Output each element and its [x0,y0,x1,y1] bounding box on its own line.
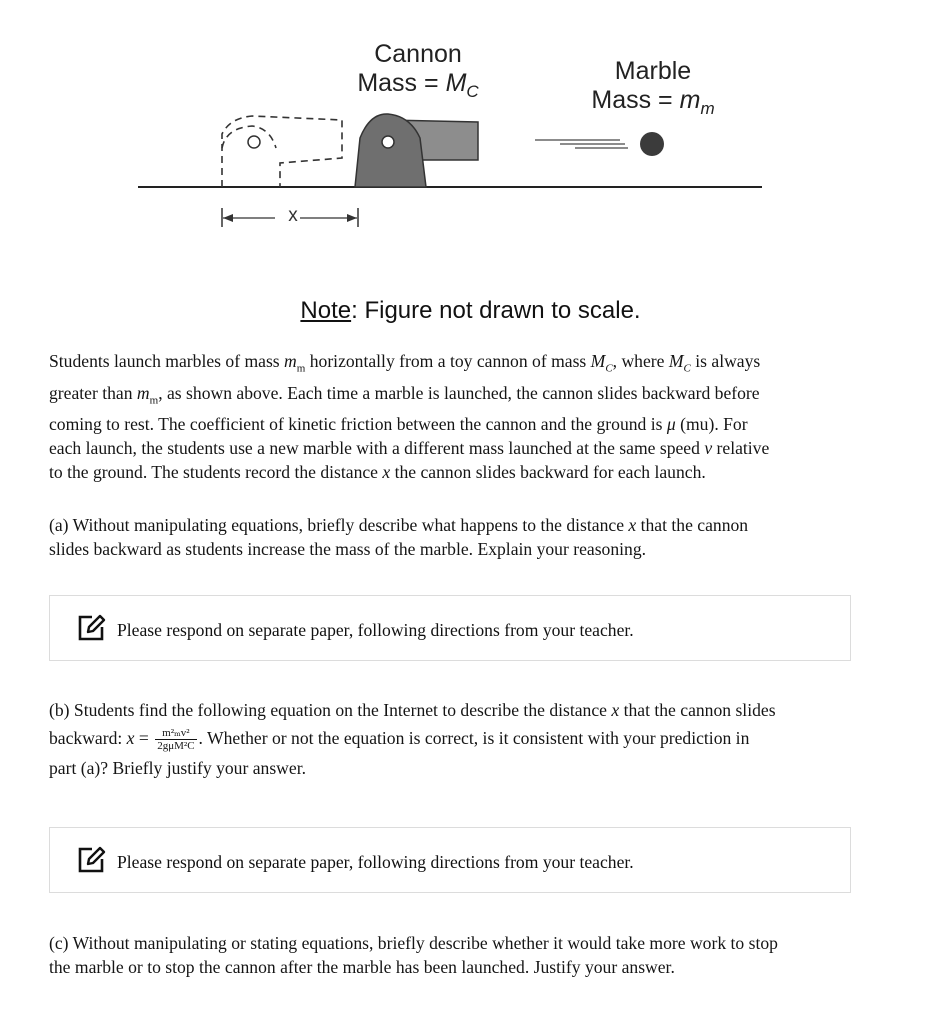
cannon-title: Cannon [374,40,462,68]
response-instruction: Please respond on separate paper, following directions from your teacher. [117,852,634,872]
figure-note [0,296,941,326]
note-text: : Figure not drawn to scale. [351,297,641,324]
intro-paragraph: Students launch marbles of mass $m_m$ horizontally from a toy cannon of mass $M_C$, where $M_C$ is always greater than $m_m$, as shown above. Each time a marble is launched, the cannon slides backward before coming to rest. The coefficient of kinetic friction between the cannon and the ground is μ (mu). For each launch, the students use a new marble with a different mass launched at the same speed v relative to the ground. The students record the distance x the cannon slides backward for each launch. [49,351,770,483]
ghost-cannon [222,116,342,187]
edit-icon [76,845,106,875]
part-b-question: (b) Students find the following equation on the Internet to describe the distance x that the cannon slides backward: x = $\frac{\text{m²ₘv²}}{\text{2gμM²C}}$ . Whether or not the equation is correct, is it consistent with your prediction in part (a)? Briefly justify your answer. [49,700,776,779]
x-label: x [288,205,298,226]
part-c-question: (c) Without manipulating or stating equations, briefly describe whether it would take more work to stop the marble or to stop the cannon after the marble has been launched. Justify your answer. [49,933,778,977]
cannon-mass: Mass = $M_C$ [357,69,479,101]
response-box-b[interactable] [49,827,851,893]
cannon-axle [382,136,394,148]
marble [640,132,664,156]
part-a-question: (a) Without manipulating equations, briefly describe what happens to the distance x that the cannon slides backward as students increase the mass of the marble. Explain your reasoning. [49,515,749,559]
marble-mass: Mass = $m_m$ [591,86,715,118]
cannon-figure [130,108,780,238]
x-arrowhead-left [223,214,233,222]
edit-icon [76,613,106,643]
x-arrowhead-right [347,214,357,222]
cannon-label [338,40,498,106]
note-prefix: Note [300,297,352,324]
ghost-cannon-axle [248,136,260,148]
marble-title: Marble [614,57,692,85]
response-instruction: Please respond on separate paper, following directions from your teacher. [117,620,634,640]
equation-fraction: $\frac{\text{m²ₘv²}}{\text{2gμM²C}}$ [157,727,195,753]
response-box-a[interactable] [49,595,851,661]
